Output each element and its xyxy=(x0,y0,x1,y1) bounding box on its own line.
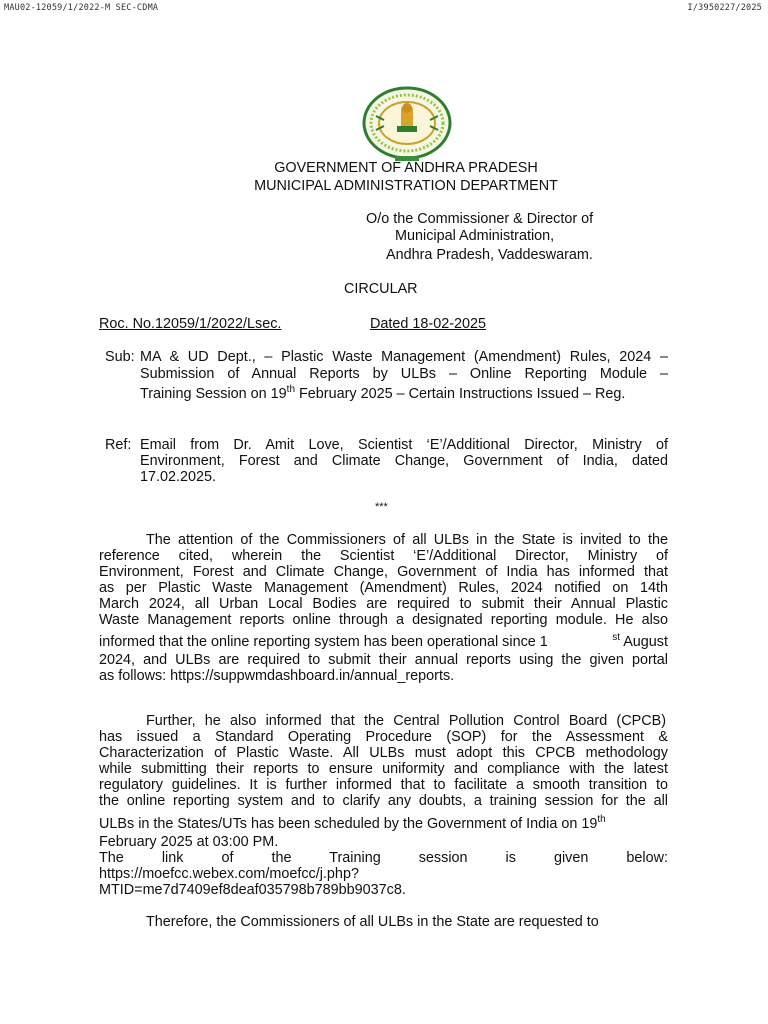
paragraph-line: ULBs in the States/UTs has been scheduled by the Government of India on 19th xyxy=(99,814,606,832)
paragraph-line: reference cited, wherein the Scientist ‘E’/Additional Director, Ministry of xyxy=(99,548,668,564)
paragraph-line: 2024, and ULBs are required to submit their annual reports using the given portal xyxy=(99,652,668,668)
office-line-3: Andhra Pradesh, Vaddeswaram. xyxy=(386,247,593,263)
paragraph-line: has issued a Standard Operating Procedure (SOP) for the Assessment & xyxy=(99,729,668,745)
reference-line: 17.02.2025. xyxy=(140,469,217,485)
paragraph-line: as per Plastic Waste Management (Amendment) Rules, 2024 notified on 14th xyxy=(99,580,668,596)
subject-label: Sub: xyxy=(105,349,135,365)
state-emblem-logo xyxy=(362,86,452,166)
office-line-1: O/o the Commissioner & Director of xyxy=(366,211,594,227)
paragraph-line: February 2025 at 03:00 PM. xyxy=(99,834,279,850)
paragraph-line: Environment, Forest and Climate Change, Government of India has informed that xyxy=(99,564,668,580)
paragraph-line: regulatory guidelines. It is further informed that to facilitate a smooth transition to xyxy=(99,777,668,793)
separator: *** xyxy=(375,501,388,513)
paragraph-line: Therefore, the Commissioners of all ULBs in the State are requested to xyxy=(146,914,599,930)
portal-link[interactable]: as follows: https://suppwmdashboard.in/annual_reports. xyxy=(99,668,455,684)
training-link[interactable]: MTID=me7d7409ef8deaf035798b789bb9037c8. xyxy=(99,882,406,898)
subject-line: Submission of Annual Reports by ULBs – Online Reporting Module – xyxy=(140,366,668,382)
subject-line: MA & UD Dept., – Plastic Waste Management (Amendment) Rules, 2024 – xyxy=(140,349,668,365)
department-title: MUNICIPAL ADMINISTRATION DEPARTMENT xyxy=(254,178,558,194)
circular-heading: CIRCULAR xyxy=(344,281,418,297)
roc-number: Roc. No.12059/1/2022/Lsec. xyxy=(99,316,282,332)
government-title: GOVERNMENT OF ANDHRA PRADESH xyxy=(274,160,538,176)
reference-line: Environment, Forest and Climate Change, Government of India, dated xyxy=(140,453,668,469)
training-link[interactable]: https://moefcc.webex.com/moefcc/j.php? xyxy=(99,866,359,882)
paragraph-line: Waste Management reports online through a designated reporting module. He also xyxy=(99,612,668,628)
paragraph-line: while submitting their reports to ensure uniformity and compliance with the latest xyxy=(99,761,668,777)
dated: Dated 18-02-2025 xyxy=(370,316,487,332)
file-number-header: I/3950227/2025 xyxy=(687,3,762,13)
reference-line: Email from Dr. Amit Love, Scientist ‘E’/Additional Director, Ministry of xyxy=(140,437,668,453)
paragraph-line: Further, he also informed that the Central Pollution Control Board (CPCB) xyxy=(146,713,666,729)
paragraph-line: The link of the Training session is given below: xyxy=(99,850,668,866)
document-reference-header: MAU02-12059/1/2022-M SEC-CDMA xyxy=(4,3,159,13)
paragraph-line: informed that the online reporting system has been operational since 1 $^{st}$ August xyxy=(99,632,668,650)
paragraph-line: the online reporting system and to clarify any doubts, a training session for the all xyxy=(99,793,668,809)
paragraph-line: Characterization of Plastic Waste. All ULBs must adopt this CPCB methodology xyxy=(99,745,668,761)
reference-label: Ref: xyxy=(105,437,132,453)
subject-line: Training Session on 19th February 2025 – Certain Instructions Issued – Reg. xyxy=(140,384,626,402)
paragraph-line: March 2024, all Urban Local Bodies are required to submit their Annual Plastic xyxy=(99,596,668,612)
office-line-2: Municipal Administration, xyxy=(395,228,555,244)
paragraph-line: The attention of the Commissioners of all ULBs in the State is invited to the xyxy=(146,532,668,548)
